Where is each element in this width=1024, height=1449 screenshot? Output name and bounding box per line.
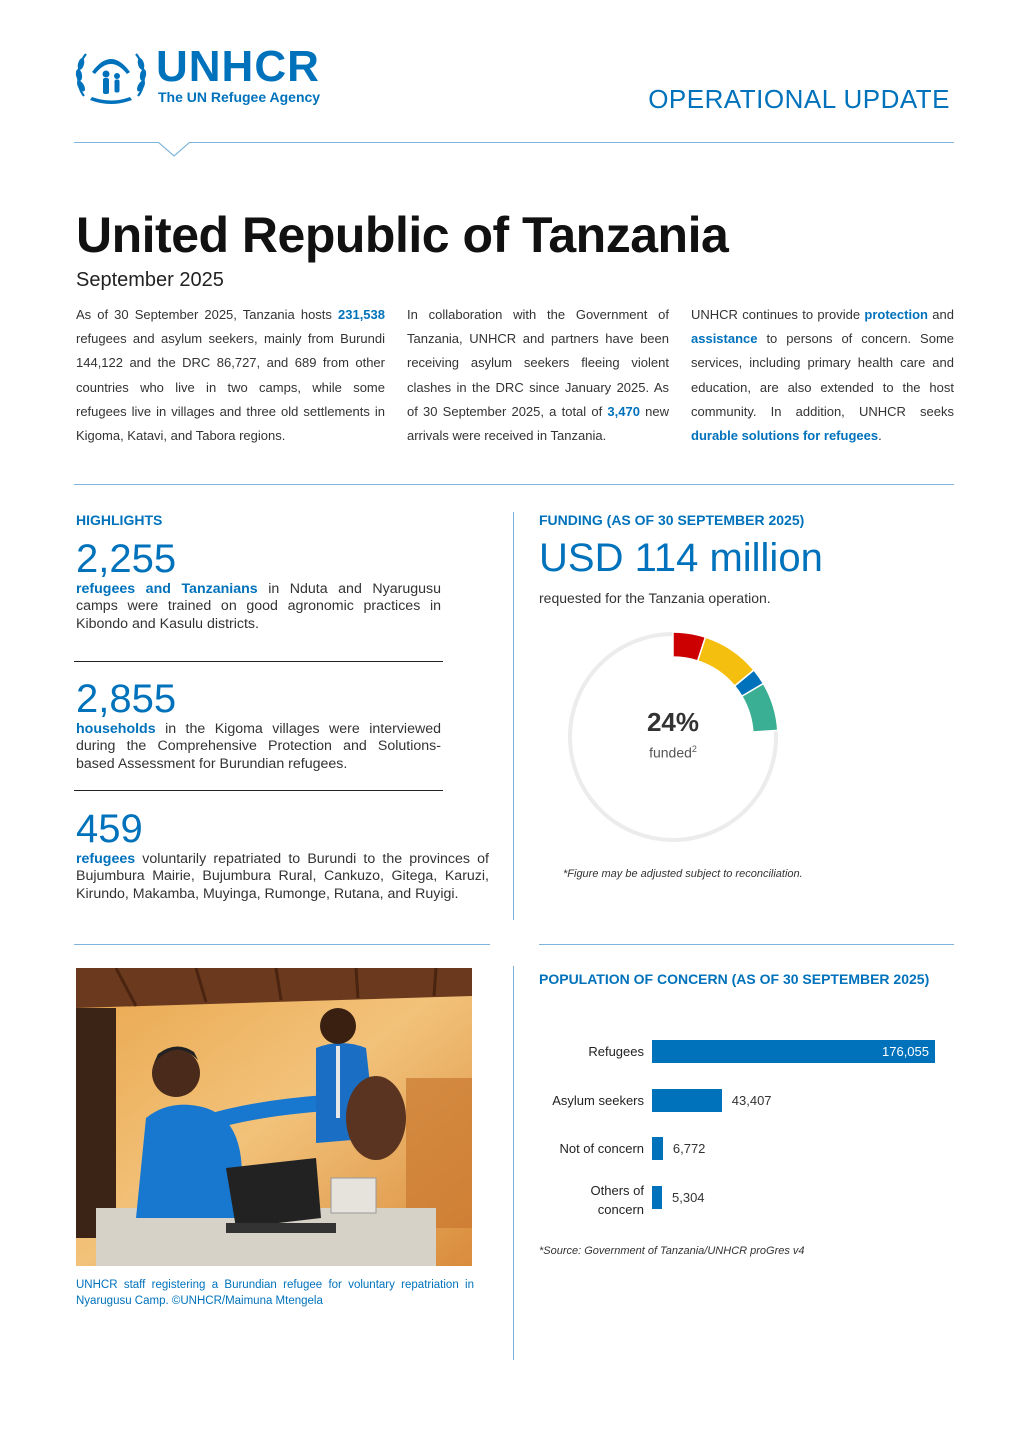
chevron-down-icon — [158, 142, 190, 158]
bar-value-label: 43,407 — [731, 1092, 772, 1108]
highlight-item — [76, 809, 489, 903]
durable-solutions-link[interactable]: durable solutions for refugees — [691, 428, 879, 444]
total-population-link[interactable]: 231,538 — [338, 307, 385, 322]
bar-category-label: Refugees — [588, 1044, 644, 1059]
highlights-heading: HIGHLIGHTS — [76, 512, 163, 528]
laurel-emblem-icon — [74, 42, 148, 106]
intro-divider — [74, 484, 954, 485]
column-divider — [513, 512, 514, 920]
intro-paragraph-3: UNHCR continues to provide protection and assistance to persons of concern. Some services, including primary health care and education, are also extended to the host community. In addition, UNHCR seeks durable solutions for refugees. — [691, 307, 954, 444]
highlight-number: 459 — [76, 807, 143, 851]
photo-caption: UNHCR staff registering a Burundian refugee for voluntary repatriation in Nyarugusu Camp. ©UNHCR/Maimuna Mtengela — [76, 1279, 474, 1307]
logo-wordmark: UNHCR — [156, 42, 320, 91]
new-arrivals-link[interactable]: 3,470 — [607, 403, 640, 419]
header-divider — [74, 142, 954, 143]
highlight-number: 2,855 — [76, 677, 177, 721]
bar — [652, 1137, 663, 1160]
highlight-text: households in the Kigoma villages were interviewed during the Comprehensive Protection and Solutions-based Assessment for Burundian refugees. — [76, 721, 441, 772]
highlight-text: refugees voluntarily repatriated to Burundi to the provinces of Bujumbura Mairie, Bujumbura Rural, Cankuzo, Gitega, Karuzi, Kirundo, Makamba, Muyinga, Rumonge, Rutana, and Ruyigi. — [76, 851, 489, 902]
registration-photo — [76, 968, 472, 1266]
funding-bottom-divider — [539, 944, 954, 945]
funding-amount: USD 114 million — [539, 536, 823, 580]
population-heading: POPULATION OF CONCERN (AS OF 30 SEPTEMBER 2025) — [539, 971, 930, 987]
bar-value-label: 5,304 — [672, 1189, 705, 1205]
funding-heading: FUNDING (AS OF 30 SEPTEMBER 2025) — [539, 512, 805, 528]
funding-note: *Figure may be adjusted subject to reconciliation. — [563, 868, 803, 880]
population-source: *Source: Government of Tanzania/UNHCR proGres v4 — [539, 1245, 805, 1257]
highlight-divider — [74, 661, 443, 662]
highlight-item — [76, 539, 441, 633]
unhcr-logo — [74, 42, 344, 108]
highlights-bottom-divider — [74, 944, 490, 945]
highlight-divider — [74, 790, 443, 791]
footnote-marker: 2 — [691, 744, 697, 754]
funding-percent: 24% — [646, 707, 700, 737]
bar-value-label: 6,772 — [672, 1141, 706, 1156]
highlight-link[interactable]: households — [76, 721, 156, 737]
intro-paragraph-2: In collaboration with the Government of Tanzania, UNHCR and partners have been receiving asylum seekers fleeing violent clashes in the DRC since January 2025. As of 30 September 2025, a total of 3,470 new arrivals were received in Tanzania. — [407, 307, 669, 444]
report-date: September 2025 — [76, 269, 224, 291]
assistance-link[interactable]: assistance — [691, 331, 758, 347]
bar-category-label: Asylum seekers — [552, 1092, 644, 1108]
bar-category-label: Others of concern — [590, 1182, 644, 1217]
highlight-link[interactable]: refugees — [76, 851, 136, 867]
highlight-item — [76, 679, 441, 773]
highlight-link[interactable]: refugees and Tanzanians — [76, 581, 258, 597]
bottom-column-divider — [513, 966, 514, 1360]
bar — [652, 1089, 722, 1112]
population-bar-chart — [539, 1030, 954, 1230]
highlight-text: refugees and Tanzanians in Nduta and Nyarugusu camps were trained on good agronomic practices in Kibondo and Kasulu districts. — [76, 581, 441, 632]
bar — [652, 1186, 662, 1209]
intro-paragraph-1: As of 30 September 2025, Tanzania hosts 231,538 refugees and asylum seekers, mainly from Burundi 144,122 and the DRC 86,727, and 689 from other countries who live in two camps, while some refugees live in villages and three old settlements in Kigoma, Katavi, and Tabora regions. — [76, 307, 385, 444]
document-type-label: OPERATIONAL UPDATE — [648, 84, 950, 114]
page-title: United Republic of Tanzania — [76, 207, 729, 263]
funded-label: funded$^2$ — [649, 744, 697, 761]
bar-category-label: Not of concern — [559, 1141, 644, 1156]
protection-link[interactable]: protection — [864, 307, 928, 322]
funding-description: requested for the Tanzania operation. — [539, 590, 771, 606]
highlight-number: 2,255 — [76, 537, 177, 581]
logo-subtitle: The UN Refugee Agency — [158, 89, 321, 105]
bar-value-label: 176,055 — [882, 1044, 929, 1059]
